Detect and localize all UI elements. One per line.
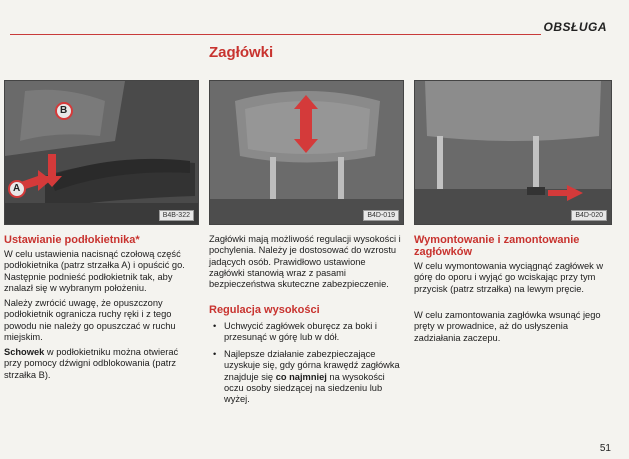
step-2-emphasis: co najmniej — [275, 371, 327, 382]
headrest-removal-photo — [414, 80, 612, 225]
callout-b-label: B — [60, 105, 68, 116]
bullet-1-marker: • — [213, 321, 217, 331]
headrest-illustration — [210, 81, 403, 224]
armrest-paragraph-3 — [4, 347, 197, 381]
height-adjust-step-1: Uchwycić zagłówek oburęcz za boki i przesunąć w górę lub w dół. — [224, 321, 377, 343]
step-2-text-b: na wysokości oczu osoby siedzącej na siedzeniu lub wyżej. — [224, 371, 385, 405]
armrest-heading: Ustawianie podłokietnika* — [4, 234, 140, 246]
armrest-paragraph-1: W celu ustawienia nacisnąć czołową część podłokietnika (patrz strzałka A) i opuścić go. Następnie podnieść podłokietnik tak, aby znalazł się w wybranym położeniu. — [4, 249, 185, 293]
figure-tag: B4B-322 — [159, 210, 194, 221]
storage-text: w podłokietniku można otwierać przy pomocy dźwigni odblokowania (patrz strzałka B). — [4, 347, 179, 380]
headrest-removal-illustration — [415, 81, 611, 224]
removal-paragraph: W celu wymontowania wyciągnąć zagłówek w górę do oporu i wyjąć go wciskając przy tym przycisk (patrz strzałka) na lewym pręcie. — [414, 261, 604, 294]
page-number: 51 — [599, 443, 611, 454]
step-2-text-a: Najlepsze działanie zabezpieczające uzyskuje się, gdy górna krawędź zagłówka znajduje się — [224, 349, 400, 382]
armrest-illustration — [5, 81, 198, 224]
page-title: Zagłówki — [209, 44, 274, 61]
headrest-intro: Zagłówki mają możliwość regulacji wysokości i pochylenia. Należy je dostosować do wzrostu jadących osób. Prawidłowo ustawione zagłówki stanowią wraz z pasami bezpieczeństwa skuteczne zabezpieczenie. — [209, 234, 401, 290]
callout-a-label: A — [13, 183, 21, 194]
height-adjust-heading: Regulacja wysokości — [209, 304, 320, 316]
headrest-height-photo — [209, 80, 404, 225]
header-rule — [10, 34, 541, 35]
bullet-2-marker: • — [213, 349, 217, 359]
figure-tag: B4D-020 — [571, 210, 607, 221]
armrest-photo — [4, 80, 199, 225]
section-label: OBSŁUGA — [543, 20, 607, 34]
installation-paragraph: W celu zamontowania zagłówka wsunąć jego pręty w prowadnice, aż do usłyszenia zadziałania zaczepu. — [414, 310, 601, 343]
figure-tag: B4D-019 — [363, 210, 399, 221]
height-adjust-step-2 — [224, 349, 402, 405]
storage-term: Schowek — [4, 347, 45, 357]
removal-heading: Wymontowanie i zamontowanie zagłówków — [414, 234, 580, 258]
armrest-paragraph-2: Należy zwrócić uwagę, że opuszczony podłokietnik ogranicza ruchy ręki i z tego powodu nie należy go opuszczać w ruchu miejskim. — [4, 298, 176, 342]
